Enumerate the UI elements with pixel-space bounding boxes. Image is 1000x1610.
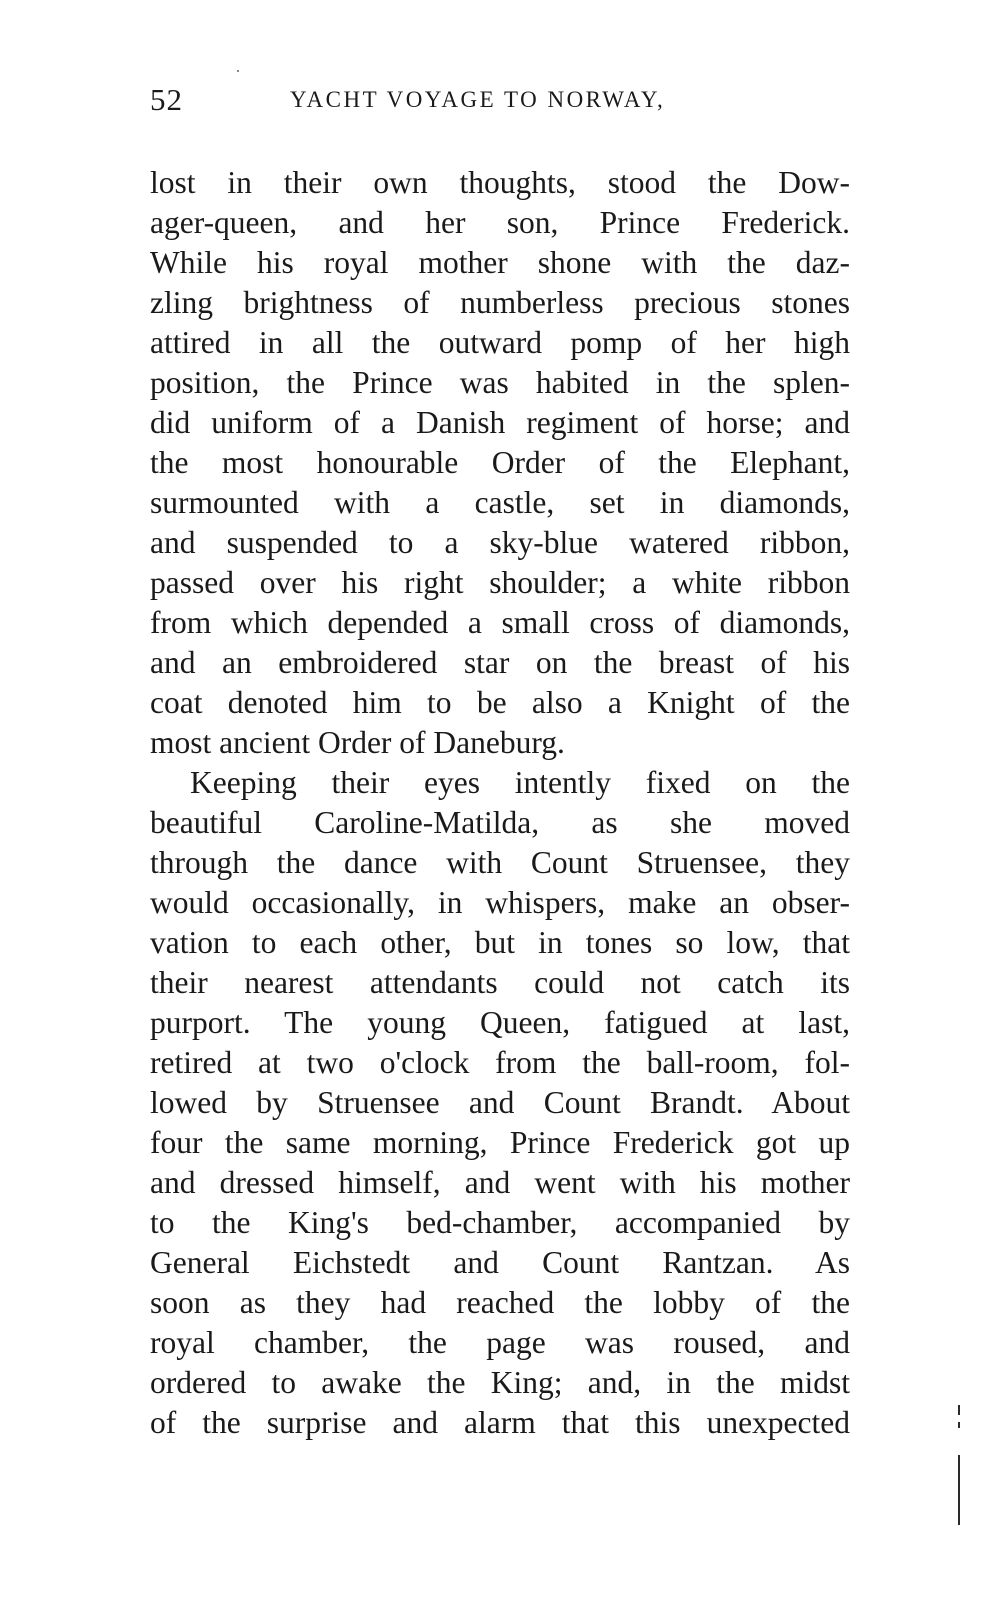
text-line: While his royal mother shone with the daz- bbox=[150, 245, 850, 280]
paragraph-first-line: Keeping their eyes intently fixed on the bbox=[190, 765, 850, 800]
paragraph-last-line: most ancient Order of Daneburg. bbox=[150, 725, 565, 760]
text-line: beautiful Caroline-Matilda, as she moved bbox=[150, 805, 850, 840]
text-line: position, the Prince was habited in the splen- bbox=[150, 365, 850, 400]
text-line: attired in all the outward pomp of her high bbox=[150, 325, 850, 360]
text-line: their nearest attendants could not catch its bbox=[150, 965, 850, 1000]
scan-speck bbox=[237, 70, 239, 72]
body-text bbox=[150, 163, 850, 1443]
page-edge-mark bbox=[958, 1455, 960, 1525]
text-line: from which depended a small cross of diamonds, bbox=[150, 605, 850, 640]
text-line: did uniform of a Danish regiment of horse; and bbox=[150, 405, 850, 440]
text-line: lowed by Struensee and Count Brandt. About bbox=[150, 1085, 850, 1120]
text-line: and an embroidered star on the breast of his bbox=[150, 645, 850, 680]
text-line: passed over his right shoulder; a white ribbon bbox=[150, 565, 850, 600]
text-line: the most honourable Order of the Elephant, bbox=[150, 445, 850, 480]
text-line: vation to each other, but in tones so low, that bbox=[150, 925, 850, 960]
text-line: retired at two o'clock from the ball-room, fol- bbox=[150, 1045, 850, 1080]
text-line: would occasionally, in whispers, make an obser- bbox=[150, 885, 850, 920]
text-line: to the King's bed-chamber, accompanied by bbox=[150, 1205, 850, 1240]
text-line: four the same morning, Prince Frederick got up bbox=[150, 1125, 850, 1160]
text-line: ager-queen, and her son, Prince Frederick. bbox=[150, 205, 850, 240]
text-line: royal chamber, the page was roused, and bbox=[150, 1325, 850, 1360]
text-line: and dressed himself, and went with his mother bbox=[150, 1165, 850, 1200]
text-line: ordered to awake the King; and, in the midst bbox=[150, 1365, 850, 1400]
text-line: lost in their own thoughts, stood the Dow- bbox=[150, 165, 850, 200]
running-head bbox=[150, 82, 870, 122]
text-line: of the surprise and alarm that this unexpected bbox=[150, 1405, 850, 1440]
text-line: through the dance with Count Struensee, they bbox=[150, 845, 850, 880]
page-number: 52 bbox=[150, 82, 183, 117]
text-line: General Eichstedt and Count Rantzan. As bbox=[150, 1245, 850, 1280]
running-title: YACHT VOYAGE TO NORWAY, bbox=[290, 87, 666, 112]
text-line: purport. The young Queen, fatigued at last, bbox=[150, 1005, 850, 1040]
text-line: surmounted with a castle, set in diamonds, bbox=[150, 485, 850, 520]
text-line: zling brightness of numberless precious stones bbox=[150, 285, 850, 320]
text-line: soon as they had reached the lobby of the bbox=[150, 1285, 850, 1320]
page-edge-mark bbox=[958, 1405, 960, 1415]
text-line: and suspended to a sky-blue watered ribbon, bbox=[150, 525, 850, 560]
page-edge-mark bbox=[958, 1422, 960, 1428]
text-line: coat denoted him to be also a Knight of the bbox=[150, 685, 850, 720]
